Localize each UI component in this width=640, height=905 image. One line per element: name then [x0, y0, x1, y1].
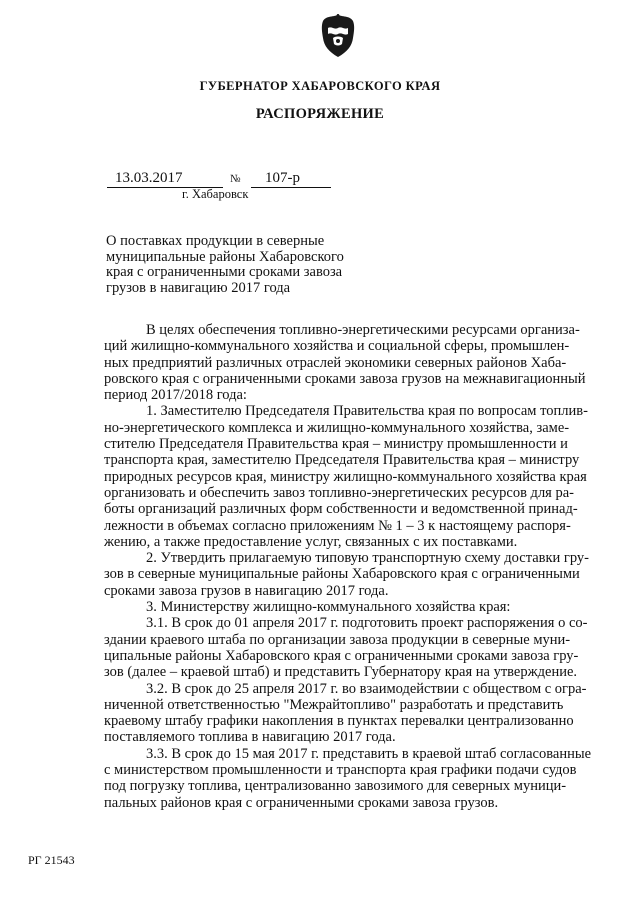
- body-line: 3.2. В срок до 25 апреля 2017 г. во взаимодействии с обществом с огра-: [146, 680, 587, 697]
- document-number: 107-р: [265, 170, 300, 186]
- body-line: период 2017/2018 года:: [104, 387, 247, 404]
- body-line: жению, а также предоставление услуг, связанных с их поставками.: [104, 533, 518, 550]
- body-line: стителю Председателя Правительства края – министру промышленности и: [104, 436, 568, 453]
- body-line: ципальные районы Хабаровского края с ограниченными сроками завоза гру-: [104, 647, 579, 664]
- coat-of-arms-emblem: [320, 14, 356, 58]
- body-line: краевому штабу графики накопления в пунктах перевалки централизованно: [104, 713, 574, 730]
- body-line: ций жилищно-коммунального хозяйства и социальной сферы, промышлен-: [104, 338, 570, 355]
- document-type: РАСПОРЯЖЕНИЕ: [255, 106, 385, 122]
- body-line: пальных районов края с ограниченными сроками завоза грузов.: [104, 794, 499, 811]
- body-line: боты организаций различных форм собственности и ведомственной принад-: [104, 501, 578, 518]
- document-date: 13.03.2017: [115, 170, 183, 186]
- body-line: транспорта края, заместителю Председателя Правительства края – министру: [104, 452, 580, 469]
- issuing-authority: ГУБЕРНАТОР ХАБАРОВСКОГО КРАЯ: [199, 79, 441, 93]
- body-line: ных предприятий различных отраслей экономики северных районов Хаба-: [104, 354, 567, 371]
- footer-document-code: РГ 21543: [28, 853, 75, 867]
- body-line: 3.3. В срок до 15 мая 2017 г. представить в краевой штаб согласованные: [146, 745, 592, 762]
- body-line: В целях обеспечения топливно-энергетическими ресурсами организа-: [146, 322, 580, 338]
- body-line: лежности в объемах согласно приложениям № 1 – 3 к настоящему распоря-: [104, 517, 571, 534]
- body-line: здании краевого штаба по организации завоза продукции в северные муни-: [104, 631, 571, 648]
- body-line: под погрузку топлива, централизованно завозимого для северных муници-: [104, 778, 567, 795]
- body-line: зов в северные муниципальные районы Хабаровского края с ограниченными: [104, 566, 580, 583]
- body-line: 3.1. В срок до 01 апреля 2017 г. подготовить проект распоряжения о со-: [146, 615, 588, 632]
- body-line: 3. Министерству жилищно-коммунального хозяйства края:: [146, 599, 511, 616]
- number-underline: [251, 187, 331, 188]
- body-line: зов (далее – краевой штаб) и представить Губернатору края на утверждение.: [104, 664, 578, 681]
- body-line: сроками завоза грузов в навигацию 2017 года.: [104, 582, 389, 599]
- body-line: организовать и обеспечить завоз топливно-энергетических ресурсов для ра-: [104, 484, 574, 501]
- body-line: с министерством промышленности и транспорта края графики подачи судов: [104, 762, 577, 779]
- body-line: 1. Заместителю Председателя Правительства края по вопросам топлив-: [146, 403, 588, 420]
- subject-line: края с ограниченными сроками завоза: [106, 264, 343, 280]
- body-line: поставляемого топлива в навигацию 2017 года.: [104, 729, 396, 746]
- subject-line: грузов в навигацию 2017 года: [106, 279, 291, 296]
- document-subject: [106, 234, 356, 296]
- body-line: 2. Утвердить прилагаемую типовую транспортную схему доставки гру-: [146, 550, 590, 567]
- document-body: [104, 322, 610, 811]
- subject-line: муниципальные районы Хабаровского: [106, 248, 344, 265]
- document-city: г. Хабаровск: [182, 187, 249, 201]
- subject-line: О поставках продукции в северные: [106, 233, 325, 249]
- number-sign: №: [230, 173, 241, 185]
- body-line: ровского края с ограниченными сроками завоза грузов на межнавигационный: [104, 370, 586, 387]
- body-line: природных ресурсов края, министру жилищно-коммунального хозяйства края: [104, 468, 587, 485]
- body-line: но-энергетического комплекса и жилищно-коммунального хозяйства, заме-: [104, 419, 570, 436]
- body-line: ниченной ответственностью "Межрайтопливо" разработать и представить: [104, 696, 564, 713]
